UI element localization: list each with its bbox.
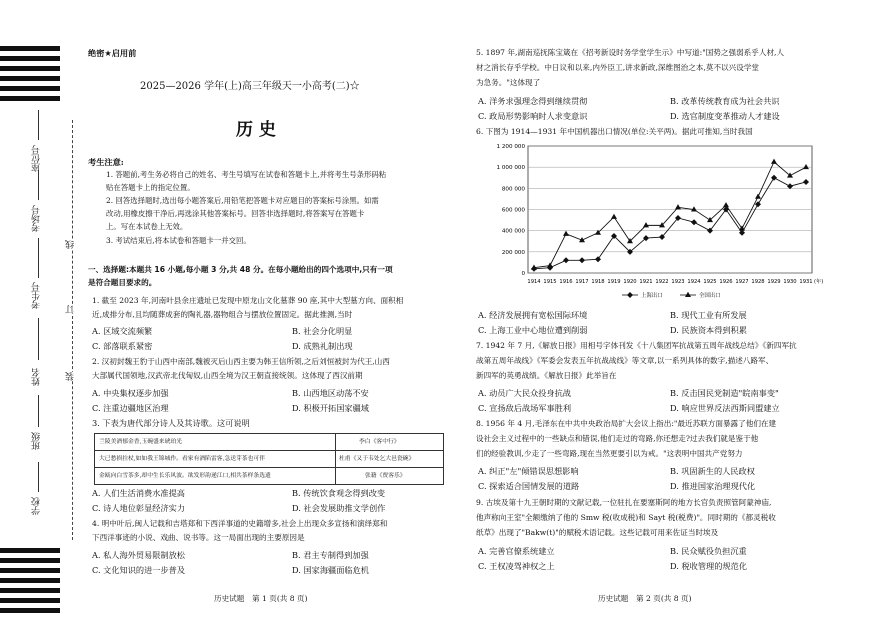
option-c: C. 宣扬敌后战场军事胜利 [478,403,572,413]
section-heading: 是符合题目要求的。 [88,278,157,287]
stripe-top-2 [0,56,60,61]
chart-series [531,159,809,272]
secret-mark: 绝密★启用前 [88,48,137,58]
poem-table [94,433,444,485]
stripe-bot-4 [0,578,60,583]
class-label: 班级 [32,432,42,450]
chart-x-ticks [527,277,823,285]
option-b: B. 民众赋役负担沉重 [670,546,747,556]
seat-label: 座位号 [32,145,42,172]
x-tick-label: 1922 [655,279,669,285]
option-b: B. 君主专制得到加强 [292,550,369,560]
notes-line: 3. 考试结束后,将本试卷和答题卡一并交回。 [106,236,251,245]
question-7: 战第五周年战线》《军委会发表五年抗战战线》等文章,以一系列具体的数字,描述八路军、 [476,356,774,365]
x-tick-label: 1931 [799,279,813,285]
option-a: A. 私人海外贸易限制放松 [92,550,185,560]
option-d: D. 推进国家治理现代化 [670,481,756,491]
notes-line: 2. 回答选择题时,选出每小题答案后,用铅笔把答题卡对应题目的答案标号涂黑。如需 [106,196,379,205]
x-tick-label: 1930 [783,279,797,285]
stripe-bot-6 [0,598,60,603]
option-c: C. 诗人地位彰显经济实力 [92,503,186,513]
data-point [755,194,761,199]
data-point [723,202,729,207]
school-underline [38,462,39,492]
x-tick-label: 1917 [575,279,589,285]
notes-line: 上。写在本试卷上无效。 [106,222,188,231]
name-label: 姓名 [32,368,42,386]
cut-line-label-ding: 订 [66,305,76,314]
page-footer: 历史试题 第 1 页(共 8 页) [214,594,308,603]
data-point [675,204,681,209]
option-a: A. 区域交流频繁 [92,326,153,336]
x-tick-label: 1926 [719,279,733,285]
y-tick-label: 1 000 000 [496,165,525,172]
class-underline [38,395,39,427]
stripe-top-4 [0,76,60,81]
notes-line: 1. 答题前,考生务必将自己的姓名、考生号填写在试卷和答题卡上,并将考生号条形码粘 [106,170,387,179]
y-tick-label: 0 [521,271,525,277]
option-c: C. 探索适合国情发展的道路 [478,481,580,491]
option-c: C. 部落联系紧密 [92,341,153,351]
data-point [579,257,585,263]
table-row-line [95,450,443,451]
x-tick-label: 1914 [527,279,541,285]
option-a: A. 完善官僚系统建立 [478,546,555,556]
x-tick-label: 1915 [543,279,557,285]
x-tick-label: 1928 [751,279,765,285]
x-tick-label: 1927 [735,279,749,285]
question-8: 们的经验教训,少走了一些弯路,现在当然更要引以为戒。"这表明中国共产党努力 [476,449,743,458]
question-4: 4. 明中叶后,闽人记载和吉塔郑和下西洋事道的史籍增多,社会上出现众多宣扬和演绎郑和 [92,519,388,528]
page-footer: 历史试题 第 2 页(共 8 页) [598,594,692,603]
chart-grid [528,146,812,273]
option-b: B. 现代工业有所发展 [670,310,747,320]
data-point [787,172,793,177]
question-4: 下西洋事迹的小说、戏曲、说书等。这一局面出现的主要原因是 [92,533,305,542]
y-tick-label: 200 000 [501,249,525,256]
legend-marker [627,292,633,298]
option-b: B. 反击国民党制造"皖南事变" [670,388,779,398]
legend-label: 上海出口 [641,293,663,299]
table-divider [335,434,336,484]
question-9: 纸草》出现了"Bakw(t)"的赋税术语记载。这些记载可用来佐证当时埃及 [476,528,719,537]
question-1: 1. 截至 2023 年,河南叶县余庄遗址已发现中原龙山文化墓葬 90 座,其中大型墓方向、面积相 [92,296,404,305]
table-cell-poem: 金瓯向白雪茶多,却中生长乐风波。欲发形韵递江口,相共茶样条选遗 [99,473,271,479]
y-tick-label: 800 000 [501,186,525,193]
ticket-label: 考生号 [32,282,42,309]
legend-label: 全国出口 [699,293,721,299]
data-point [547,262,553,267]
question-5: 5. 1897 年,湖南巡抚陈宝箴在《招考新设时务学堂学生示》中写道:"国势之强弱系乎人材,人 [476,48,785,57]
option-a: A. 纠正"左"倾错误思想影响 [478,466,579,476]
question-6: 6. 下图为 1914—1931 年中国机器出口情况(单位:关平两)。据此可推知,当时我国 [476,127,753,136]
option-a: A. 洋务求强理念得到继续贯彻 [478,96,588,106]
x-tick-label: 1919 [607,279,621,285]
option-d: D. 民族资本得到积累 [670,325,747,335]
x-tick-label: 1929 [767,279,781,285]
school-label: 学校 [32,497,42,515]
data-point [691,219,697,225]
name-underline [38,318,39,360]
question-5: 材之消长存乎学校。中日议和以来,内外臣工,讲求新政,深维图治之本,莫不以兴设学堂 [476,63,760,72]
table-cell-poem: 兰陵美酒郁金香,玉碗盛来琥珀光 [99,439,182,445]
y-tick-label: 400 000 [501,228,525,235]
option-a: A. 经济发展拥有宽松国际环境 [478,310,588,320]
data-point [611,214,617,219]
series-line [534,178,806,269]
table-cell-poet: 杜甫《又于韦处乞大邑瓷碗》 [339,456,415,462]
option-d: D. 税收管理的规范化 [670,561,747,571]
option-d: D. 成熟礼制出现 [292,341,353,351]
question-9: 他声称向王室"全额缴纳了他的 Smw 税(收成税)和 Sayt 税(税费)"。同时期的《都灵税收 [476,513,776,522]
data-point [803,164,809,169]
cut-line-label-zhuang: 装 [66,372,76,381]
option-b: B. 巩固新生的人民政权 [670,466,755,476]
question-2: 2. 汉初封魏王豹于山西中南部,魏被灭后山西主要为韩王信所领,之后刘恒被封为代王,山西 [92,357,390,366]
exam-no-underline [38,170,39,200]
stripe-top-6 [0,96,60,101]
data-point [771,175,777,181]
table-cell-poem: 大已愁损拄杖,如如我王锦城作。看家有酒陷雷客,急送芽茶也可伴 [99,456,265,462]
stripe-top-5 [0,86,60,91]
section-heading: 一、选择题:本题共 16 小题,每小题 3 分,共 48 分。在每小题给出的四个选项中,只有一项 [88,265,393,274]
data-point [755,201,761,207]
x-tick-label: 1924 [687,279,701,285]
question-7: 新四军的英勇战绩。《解放日报》此举旨在 [476,371,617,380]
option-b: B. 社会分化明显 [292,326,353,336]
x-axis-unit: (年) [814,279,824,285]
option-b: B. 山西地区动荡不安 [292,388,369,398]
stripe-bot-2 [0,558,60,563]
x-tick-label: 1923 [671,279,685,285]
option-a: A. 动员广大民众投身抗战 [478,388,571,398]
subject-title: 历 史 [236,120,276,140]
question-8: 8. 1956 年 4 月,毛泽东在中共中央政治局扩大会议上指出:"最近苏联方面暴露了他们在建 [476,419,777,428]
data-point [803,179,809,185]
table-cell-poet: 李白《客中行》 [359,439,400,445]
stripe-bot-5 [0,588,60,593]
question-3: 3. 下表为唐代部分诗人及其诗歌。这可说明 [92,418,250,428]
option-d: D. 积极开拓国家疆域 [292,403,369,413]
machine-export-chart [470,140,830,308]
data-point [563,257,569,263]
question-9: 9. 古埃及第十九王朝时期的文献记载,一位驻扎在要塞斯阿的地方长官负责照管阿蒙神庙, [476,498,772,507]
x-tick-label: 1925 [703,279,717,285]
stripe-top-1 [0,46,60,51]
cut-line [72,120,73,540]
y-tick-label: 1 200 000 [496,144,525,150]
data-point [595,256,601,262]
option-d: D. 国家海疆面临危机 [292,565,369,575]
cut-line-label-xian: 线 [66,240,76,249]
stripe-bot-3 [0,568,60,573]
y-tick-label: 600 000 [501,207,525,214]
question-7: 7. 1942 年 7 月,《解放日报》用相号字体刊发《十八集团军抗战第五周年战线总结》《新四军抗 [476,341,797,350]
notes-line: 贴在答题卡上的指定位置。 [106,183,195,192]
option-c: C. 注重边疆地区治理 [92,403,169,413]
question-5: 为急务。"这体现了 [476,78,541,87]
ticket-underline [38,238,39,278]
x-tick-label: 1916 [559,279,573,285]
stripe-top-3 [0,66,60,71]
stripe-bot-1 [0,548,60,553]
option-d: D. 响应世界反法西斯同盟建立 [670,403,780,413]
option-a: A. 中央集权逐步加强 [92,388,169,398]
option-c: C. 政局形势影响时人求变意识 [478,111,588,121]
option-c: C. 王权凌驾神权之上 [478,561,555,571]
legend-marker [685,292,691,297]
option-c: C. 文化知识的进一步普及 [92,565,186,575]
chart-y-ticks [497,144,526,277]
seat-underline [38,110,39,140]
question-8: 设社会主义过程中的一些缺点和错误,他们走过的弯路,你还想走?过去我们就是鉴于他 [476,434,759,443]
question-1: 近,成排分布,且均随葬成套的陶礼器,器物组合与摆放位置固定。据此推测,当时 [92,310,353,319]
x-tick-label: 1921 [639,279,653,285]
x-tick-label: 1920 [623,279,637,285]
option-d: D. 社会发展助推文学创作 [292,503,386,513]
notes-line: 改动,用橡皮擦干净后,再选涂其他答案标号。回答非选择题时,将答案写在答题卡 [106,209,365,218]
data-point [643,222,649,227]
data-point [771,159,777,164]
option-d: D. 选官制度变革推动人才建设 [670,111,780,121]
exam-title: 2025—2026 学年(上)高三年级天一小高考(二)☆ [140,81,360,92]
data-point [563,231,569,236]
question-2: 大部属代国领地,汉武帝北伐匈奴,山西全境为汉王朝直接统领。这体现了西汉前期 [92,371,363,380]
x-tick-label: 1918 [591,279,605,285]
stripe-bot-7 [0,608,60,613]
binding-strip [0,0,90,630]
option-a: A. 人们生活消费水准提高 [92,488,185,498]
chart-legend [622,291,721,299]
option-b: B. 改革传统教育成为社会共识 [670,96,780,106]
notes-title: 考生注意: [88,157,124,167]
table-cell-poet: 张籍《贾客乐》 [365,473,406,479]
table-row-line [95,467,443,468]
option-c: C. 上海工业中心地位遭到削弱 [478,325,588,335]
option-b: B. 传统饮食观念得到改变 [292,488,386,498]
exam-no-label: 考场号 [32,205,42,232]
